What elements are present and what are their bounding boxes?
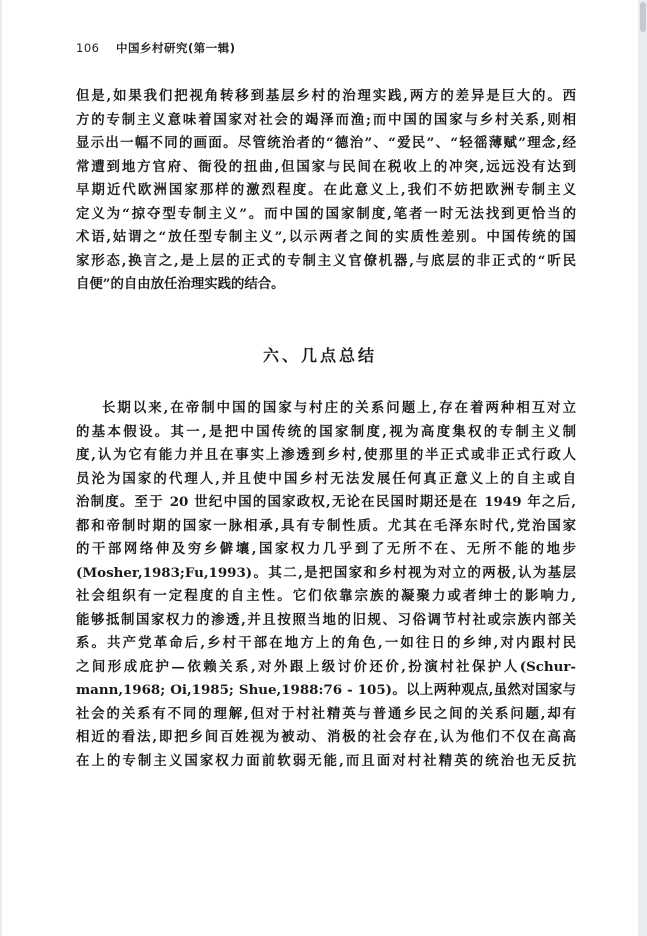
text-line: 之间形成庇护—依赖关系,对外跟上级讨价还价,扮演村社保护人(Schur- (76, 658, 576, 675)
text-line: 常遭到地方官府、衙役的扭曲,但国家与民间在税收上的冲突,远远没有达到 (76, 158, 576, 175)
text-line: 度,认为它有能力并且在事实上渗透到乡村,使那里的半正式或非正式行政人 (76, 447, 576, 463)
book-page (2, 0, 638, 936)
text-line: 系。共产党革命后,乡村干部在地方上的角色,一如往日的乡绅,对内跟村民 (76, 635, 576, 651)
page-number: 106 (76, 41, 100, 55)
text-line: 长期以来,在帝制中国的国家与村庄的关系问题上,存在着两种相互对立 (102, 400, 576, 416)
running-header (76, 40, 235, 56)
text-line: 家形态,换言之,是上层的正式的专制主义官僚机器,与底层的非正式的“听民 (76, 252, 576, 269)
text-line: 都和帝制时期的国家一脉相承,具有专制性质。尤其在毛泽东时代,党治国家 (76, 517, 576, 534)
text-line: 在上的专制主义国家权力面前软弱无能,而且面对村社精英的统治也无反抗 (76, 752, 576, 769)
paragraph-2 (76, 397, 576, 773)
text-line: 的基本假设。其一,是把中国传统的国家制度,视为高度集权的专制主义制 (76, 423, 576, 440)
text-line: (Mosher,1983;Fu,1993)。其二,是把国家和乡村视为对立的两极,认为基层 (76, 564, 576, 581)
text-line: 早期近代欧洲国家那样的激烈程度。在此意义上,我们不妨把欧洲专制主义 (76, 182, 576, 198)
text-line: 相近的看法,即把乡间百姓视为被动、消极的社会存在,认为他们不仅在高高 (76, 729, 576, 745)
section-heading: 六、几点总结 (262, 346, 377, 365)
text-line: 自便”的自由放任治理实践的结合。 (76, 276, 285, 292)
text-line: 方的专制主义意味着国家对社会的竭泽而渔;而中国的国家与乡村关系,则相 (76, 111, 576, 128)
paragraph-1 (76, 85, 576, 297)
text-line: mann,1968; Oi,1985; Shue,1988:76 - 105)。以上两种观点,虽然对国家与 (76, 682, 576, 698)
text-line: 治制度。至于 20 世纪中国的国家政权,无论在民国时期还是在 1949 年之后, (76, 494, 576, 510)
text-line: 但是,如果我们把视角转移到基层乡村的治理实践,两方的差异是巨大的。西 (76, 88, 576, 104)
text-line: 社会组织有一定程度的自主性。它们依靠宗族的凝聚力或者绅士的影响力, (76, 588, 576, 604)
vertical-scrollbar[interactable] (638, 0, 647, 936)
text-line: 定义为“掠夺型专制主义”。而中国的国家制度,笔者一时无法找到更恰当的 (76, 205, 576, 222)
journal-title: 中国乡村研究(第一辑) (115, 41, 236, 55)
text-line: 术语,姑谓之“放任型专制主义”,以示两者之间的实质性差别。中国传统的国 (76, 229, 576, 245)
text-line: 显示出一幅不同的画面。尽管统治者的“德治”、“爱民”、“轻徭薄赋”理念,经 (76, 135, 576, 151)
text-line: 社会的关系有不同的理解,但对于村社精英与普通乡民之间的关系问题,却有 (76, 705, 576, 722)
text-line: 的干部网络伸及穷乡僻壤,国家权力几乎到了无所不在、无所不能的地步 (76, 541, 576, 557)
text-line: 员沦为国家的代理人,并且使中国乡村无法发展任何真正意义上的自主或自 (76, 470, 576, 487)
scrollbar-thumb[interactable] (640, 2, 646, 32)
text-line: 能够抵制国家权力的渗透,并且按照当地的旧规、习俗调节村社或宗族内部关 (76, 611, 576, 628)
